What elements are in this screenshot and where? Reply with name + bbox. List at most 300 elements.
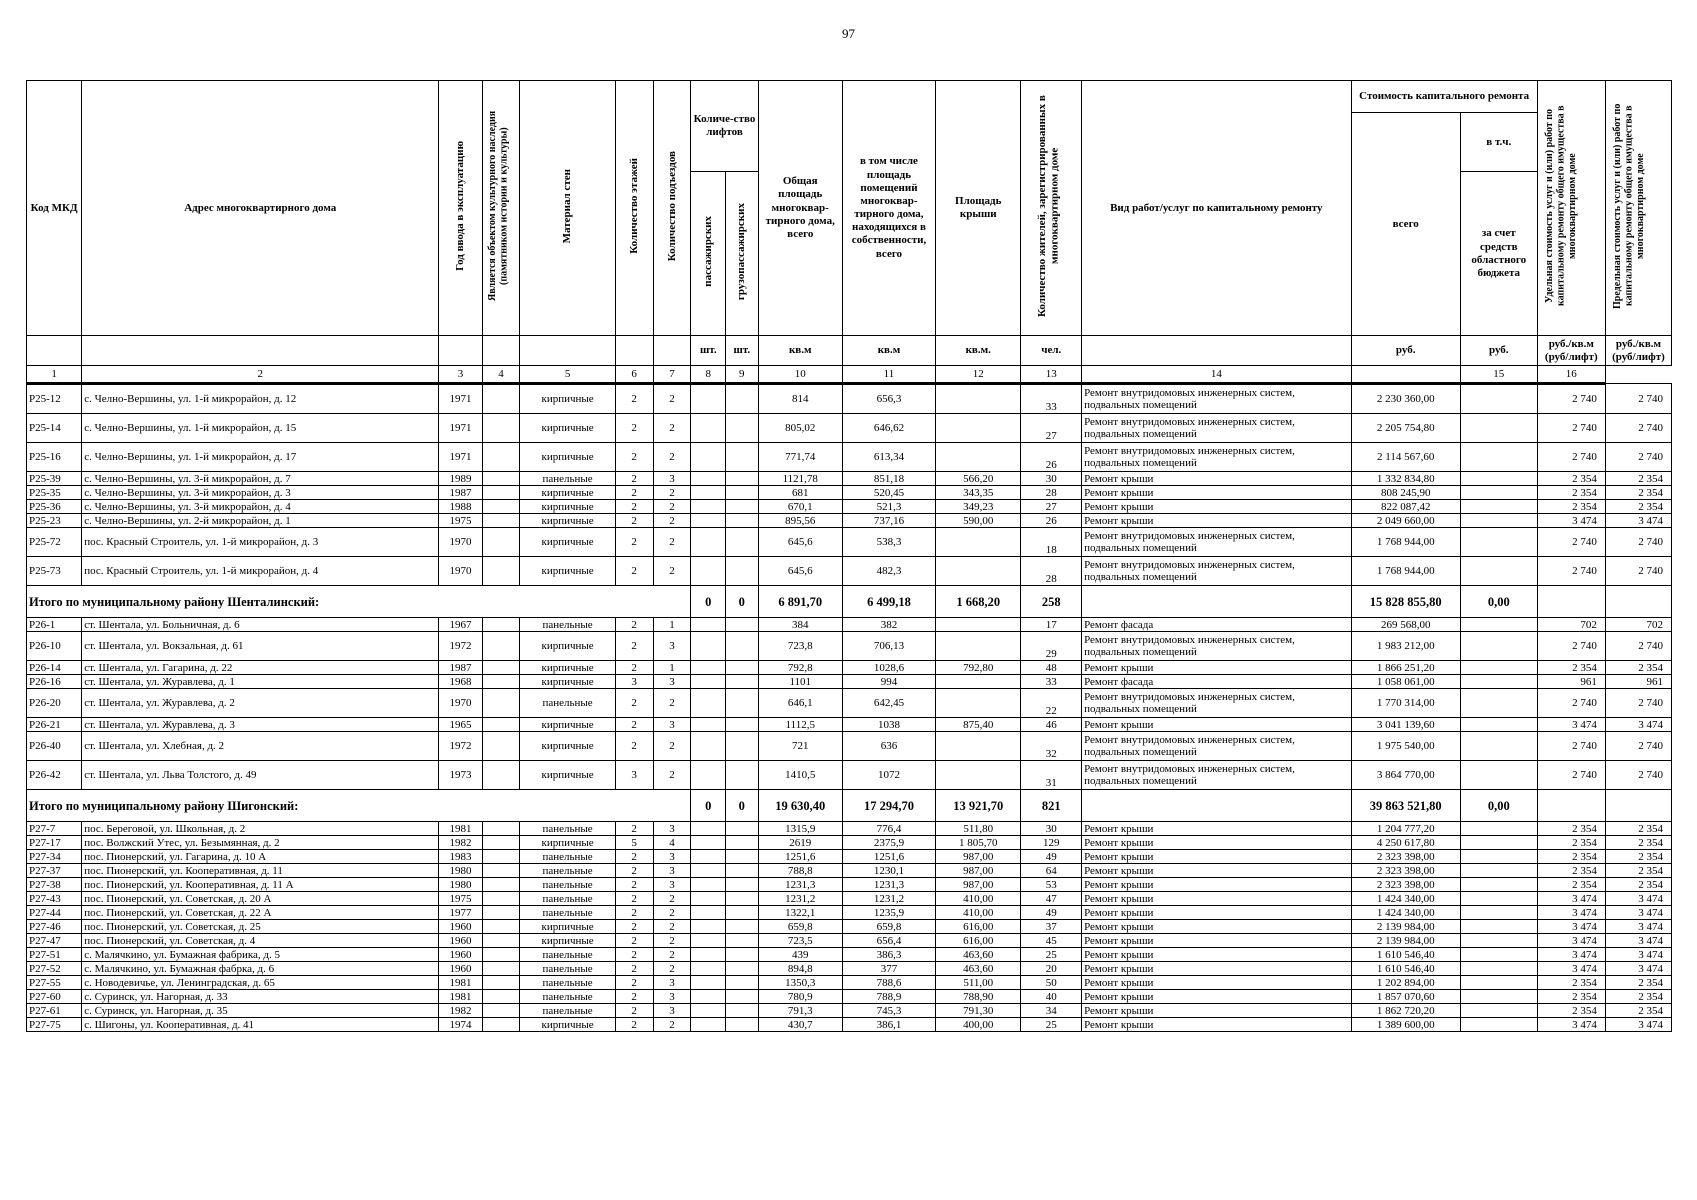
cell-work-type: Ремонт крыши (1082, 864, 1351, 878)
cell-unit-cost: 2 354 (1537, 822, 1605, 836)
cell-address: ст. Шентала, ул. Журавлева, д. 2 (82, 689, 439, 718)
table-row (27, 500, 1672, 514)
cell-code: Р27-17 (27, 836, 82, 850)
cell-cost-total: 3 041 139,60 (1351, 718, 1460, 732)
cell-owned-area: 482,3 (842, 557, 935, 586)
cell-cost-regional (1460, 632, 1537, 661)
cell-cost-total: 1 424 340,00 (1351, 906, 1460, 920)
cell-code: Р25-14 (27, 414, 82, 443)
unit-pcs: шт. (726, 336, 758, 366)
cell-cost-total: 2 230 360,00 (1351, 384, 1460, 414)
table-row (27, 1004, 1672, 1018)
total-unit-cost (1537, 790, 1605, 822)
cell-roof-area (936, 618, 1021, 632)
cell-total-area: 384 (758, 618, 842, 632)
cell-work-type: Ремонт внутридомовых инженерных систем, подвальных помещений (1082, 384, 1351, 414)
cell-entrances: 3 (653, 976, 691, 990)
cell-wall-material: кирпичные (520, 661, 615, 675)
cell-address: пос. Пионерский, ул. Советская, д. 20 А (82, 892, 439, 906)
cell-year: 1972 (439, 632, 482, 661)
cell-roof-area: 792,80 (936, 661, 1021, 675)
cell-floors: 5 (615, 836, 653, 850)
cell-entrances: 3 (653, 675, 691, 689)
cell-heritage (482, 934, 520, 948)
cell-total-area: 1121,78 (758, 472, 842, 486)
table-row (27, 892, 1672, 906)
cell-work-type: Ремонт крыши (1082, 661, 1351, 675)
cell-lifts-passenger (691, 557, 726, 586)
column-number: 1 (27, 366, 82, 384)
cell-lifts-cargo (726, 878, 758, 892)
cell-wall-material: панельные (520, 689, 615, 718)
cell-roof-area: 400,00 (936, 1018, 1021, 1032)
cell-work-type: Ремонт крыши (1082, 990, 1351, 1004)
column-number: 16 (1537, 366, 1605, 384)
cell-roof-area: 987,00 (936, 878, 1021, 892)
table-row (27, 514, 1672, 528)
cell-roof-area: 463,60 (936, 962, 1021, 976)
cell-floors: 3 (615, 675, 653, 689)
cell-cost-total: 1 332 834,80 (1351, 472, 1460, 486)
cell-floors: 2 (615, 990, 653, 1004)
cell-work-type: Ремонт крыши (1082, 906, 1351, 920)
total-roof-area: 1 668,20 (936, 586, 1021, 618)
cell-work-type: Ремонт внутридомовых инженерных систем, подвальных помещений (1082, 689, 1351, 718)
cell-residents: 27 (1021, 500, 1082, 514)
column-number: 2 (82, 366, 439, 384)
table-row (27, 864, 1672, 878)
cell-residents: 64 (1021, 864, 1082, 878)
cell-cost-regional (1460, 836, 1537, 850)
cell-lifts-passenger (691, 718, 726, 732)
cell-heritage (482, 822, 520, 836)
cell-cost-regional (1460, 384, 1537, 414)
cell-wall-material: панельные (520, 822, 615, 836)
cell-limit-cost: 3 474 (1605, 1018, 1671, 1032)
cell-roof-area: 410,00 (936, 906, 1021, 920)
cell-owned-area: 538,3 (842, 528, 935, 557)
cell-work-type: Ремонт крыши (1082, 976, 1351, 990)
cell-code: Р26-14 (27, 661, 82, 675)
cell-residents: 25 (1021, 1018, 1082, 1032)
table-row (27, 836, 1672, 850)
cell-residents: 48 (1021, 661, 1082, 675)
cell-limit-cost: 2 354 (1605, 878, 1671, 892)
cell-roof-area (936, 732, 1021, 761)
cell-lifts-cargo (726, 514, 758, 528)
cell-floors: 2 (615, 934, 653, 948)
cell-work-type: Ремонт внутридомовых инженерных систем, подвальных помещений (1082, 414, 1351, 443)
cell-cost-regional (1460, 934, 1537, 948)
cell-owned-area: 659,8 (842, 920, 935, 934)
cell-total-area: 792,8 (758, 661, 842, 675)
cell-floors: 2 (615, 557, 653, 586)
header-work-type: Вид работ/услуг по капитальному ремонту (1082, 81, 1351, 336)
cell-work-type: Ремонт внутридомовых инженерных систем, подвальных помещений (1082, 557, 1351, 586)
cell-total-area: 1112,5 (758, 718, 842, 732)
cell-code: Р26-42 (27, 761, 82, 790)
cell-cost-total: 1 857 070,60 (1351, 990, 1460, 1004)
total-cost-regional: 0,00 (1460, 790, 1537, 822)
cell-address: с. Шигоны, ул. Кооперативная, д. 41 (82, 1018, 439, 1032)
cell-floors: 2 (615, 718, 653, 732)
cell-heritage (482, 864, 520, 878)
cell-year: 1971 (439, 384, 482, 414)
cell-floors: 2 (615, 850, 653, 864)
cell-unit-cost: 3 474 (1537, 948, 1605, 962)
cell-work-type: Ремонт фасада (1082, 618, 1351, 632)
cell-lifts-passenger (691, 976, 726, 990)
cell-roof-area: 410,00 (936, 892, 1021, 906)
cell-lifts-cargo (726, 528, 758, 557)
cell-total-area: 791,3 (758, 1004, 842, 1018)
cell-lifts-passenger (691, 661, 726, 675)
cell-year: 1989 (439, 472, 482, 486)
cell-cost-total: 2 323 398,00 (1351, 850, 1460, 864)
cell-address: ст. Шентала, ул. Хлебная, д. 2 (82, 732, 439, 761)
cell-address: с. Челно-Вершины, ул. 3-й микрорайон, д. 7 (82, 472, 439, 486)
cell-code: Р26-16 (27, 675, 82, 689)
cell-code: Р27-46 (27, 920, 82, 934)
cell-heritage (482, 618, 520, 632)
cell-entrances: 3 (653, 850, 691, 864)
cell-lifts-cargo (726, 948, 758, 962)
total-total-area: 19 630,40 (758, 790, 842, 822)
cell-address: с. Суринск, ул. Нагорная, д. 35 (82, 1004, 439, 1018)
header-wall-material: Материал стен (520, 81, 615, 336)
cell-residents: 33 (1021, 384, 1082, 414)
cell-lifts-cargo (726, 689, 758, 718)
cell-wall-material: кирпичные (520, 500, 615, 514)
cell-address: ст. Шентала, ул. Больничная, д. 6 (82, 618, 439, 632)
cell-heritage (482, 878, 520, 892)
cell-address: ст. Шентала, ул. Гагарина, д. 22 (82, 661, 439, 675)
cell-code: Р27-55 (27, 976, 82, 990)
cell-unit-cost: 2 740 (1537, 528, 1605, 557)
cell-floors: 2 (615, 920, 653, 934)
cell-owned-area: 636 (842, 732, 935, 761)
cell-year: 1973 (439, 761, 482, 790)
cell-heritage (482, 1004, 520, 1018)
cell-residents: 31 (1021, 761, 1082, 790)
cell-cost-total: 822 087,42 (1351, 500, 1460, 514)
cell-floors: 2 (615, 732, 653, 761)
cell-owned-area: 386,3 (842, 948, 935, 962)
cell-cost-regional (1460, 528, 1537, 557)
cell-cost-total: 1 770 314,00 (1351, 689, 1460, 718)
cell-cost-total: 2 049 660,00 (1351, 514, 1460, 528)
cell-unit-cost: 3 474 (1537, 920, 1605, 934)
cell-entrances: 2 (653, 892, 691, 906)
cell-limit-cost: 2 740 (1605, 761, 1671, 790)
header-entrances: Количество подъездов (653, 81, 691, 336)
cell-floors: 2 (615, 384, 653, 414)
header-code: Код МКД (27, 81, 82, 336)
cell-address: пос. Красный Строитель, ул. 1-й микрорайон, д. 4 (82, 557, 439, 586)
column-number: 4 (482, 366, 520, 384)
cell-cost-total: 1 389 600,00 (1351, 1018, 1460, 1032)
table-row (27, 850, 1672, 864)
cell-code: Р26-20 (27, 689, 82, 718)
cell-heritage (482, 384, 520, 414)
cell-unit-cost: 2 740 (1537, 689, 1605, 718)
cell-residents: 29 (1021, 632, 1082, 661)
cell-total-area: 723,5 (758, 934, 842, 948)
cell-roof-area (936, 675, 1021, 689)
cell-total-area: 1322,1 (758, 906, 842, 920)
cell-roof-area: 875,40 (936, 718, 1021, 732)
cell-entrances: 2 (653, 934, 691, 948)
district-total-label: Итого по муниципальному району Шенталинский: (27, 586, 691, 618)
cell-cost-regional (1460, 892, 1537, 906)
cell-lifts-passenger (691, 632, 726, 661)
cell-cost-total: 2 323 398,00 (1351, 878, 1460, 892)
cell-code: Р27-7 (27, 822, 82, 836)
cell-cost-regional (1460, 514, 1537, 528)
cell-owned-area: 745,3 (842, 1004, 935, 1018)
cell-unit-cost: 3 474 (1537, 718, 1605, 732)
cell-total-area: 1251,6 (758, 850, 842, 864)
cell-limit-cost: 3 474 (1605, 906, 1671, 920)
cell-entrances: 2 (653, 557, 691, 586)
cell-floors: 2 (615, 976, 653, 990)
cell-address: ст. Шентала, ул. Журавлева, д. 1 (82, 675, 439, 689)
cell-total-area: 1101 (758, 675, 842, 689)
cell-unit-cost: 2 740 (1537, 632, 1605, 661)
cell-limit-cost: 2 354 (1605, 822, 1671, 836)
cell-owned-area: 386,1 (842, 1018, 935, 1032)
total-limit-cost (1605, 586, 1671, 618)
cell-unit-cost: 961 (1537, 675, 1605, 689)
cell-owned-area: 520,45 (842, 486, 935, 500)
cell-owned-area: 656,3 (842, 384, 935, 414)
cell-lifts-passenger (691, 500, 726, 514)
cell-unit-cost: 3 474 (1537, 934, 1605, 948)
cell-limit-cost: 3 474 (1605, 892, 1671, 906)
total-unit-cost (1537, 586, 1605, 618)
cell-roof-area: 343,35 (936, 486, 1021, 500)
cell-lifts-cargo (726, 1018, 758, 1032)
cell-unit-cost: 2 354 (1537, 486, 1605, 500)
cell-unit-cost: 2 354 (1537, 472, 1605, 486)
cell-heritage (482, 892, 520, 906)
cell-address: пос. Пионерский, ул. Кооперативная, д. 11 (82, 864, 439, 878)
cell-year: 1983 (439, 850, 482, 864)
cell-owned-area: 1231,3 (842, 878, 935, 892)
cell-address: пос. Пионерский, ул. Советская, д. 22 А (82, 906, 439, 920)
cell-address: пос. Волжский Утес, ул. Безымянная, д. 2 (82, 836, 439, 850)
unit-sqm: кв.м (758, 336, 842, 366)
cell-wall-material: панельные (520, 618, 615, 632)
cell-residents: 46 (1021, 718, 1082, 732)
cell-entrances: 3 (653, 1004, 691, 1018)
cell-cost-total: 2 114 567,60 (1351, 443, 1460, 472)
cell-lifts-passenger (691, 892, 726, 906)
cell-entrances: 2 (653, 443, 691, 472)
cell-heritage (482, 732, 520, 761)
cell-total-area: 659,8 (758, 920, 842, 934)
cell-lifts-passenger (691, 878, 726, 892)
cell-floors: 2 (615, 689, 653, 718)
cell-lifts-cargo (726, 822, 758, 836)
cell-residents: 34 (1021, 1004, 1082, 1018)
district-total-row (27, 790, 1672, 822)
cell-floors: 2 (615, 892, 653, 906)
column-number: 5 (520, 366, 615, 384)
cell-work-type: Ремонт внутридомовых инженерных систем, подвальных помещений (1082, 632, 1351, 661)
cell-address: с. Челно-Вершины, ул. 2-й микрорайон, д. 1 (82, 514, 439, 528)
cell-year: 1981 (439, 976, 482, 990)
cell-heritage (482, 836, 520, 850)
cell-address: ст. Шентала, ул. Вокзальная, д. 61 (82, 632, 439, 661)
cell-unit-cost: 2 740 (1537, 732, 1605, 761)
cell-owned-area: 1072 (842, 761, 935, 790)
cell-address: пос. Береговой, ул. Школьная, д. 2 (82, 822, 439, 836)
table-row (27, 557, 1672, 586)
cell-heritage (482, 632, 520, 661)
cell-cost-total: 1 983 212,00 (1351, 632, 1460, 661)
cell-cost-regional (1460, 878, 1537, 892)
cell-cost-regional (1460, 661, 1537, 675)
cell-heritage (482, 675, 520, 689)
cell-lifts-cargo (726, 864, 758, 878)
header-lifts-cargo: грузопассажирских (726, 172, 758, 336)
total-residents: 258 (1021, 586, 1082, 618)
total-cost-total: 39 863 521,80 (1351, 790, 1460, 822)
cell-unit-cost: 2 740 (1537, 384, 1605, 414)
cell-residents: 20 (1021, 962, 1082, 976)
cell-total-area: 1350,3 (758, 976, 842, 990)
cell-cost-total: 1 610 546,40 (1351, 962, 1460, 976)
cell-roof-area (936, 528, 1021, 557)
cell-address: ст. Шентала, ул. Журавлева, д. 3 (82, 718, 439, 732)
cell-limit-cost: 2 740 (1605, 632, 1671, 661)
cell-heritage (482, 689, 520, 718)
cell-work-type: Ремонт внутридомовых инженерных систем, подвальных помещений (1082, 443, 1351, 472)
cell-wall-material: панельные (520, 864, 615, 878)
cell-lifts-passenger (691, 906, 726, 920)
cell-floors: 2 (615, 878, 653, 892)
cell-roof-area (936, 557, 1021, 586)
cell-unit-cost: 2 354 (1537, 878, 1605, 892)
cell-lifts-passenger (691, 486, 726, 500)
cell-cost-total: 1 862 720,20 (1351, 1004, 1460, 1018)
table-row (27, 661, 1672, 675)
total-lifts-cargo: 0 (726, 586, 758, 618)
cell-limit-cost: 2 354 (1605, 1004, 1671, 1018)
cell-lifts-cargo (726, 500, 758, 514)
cell-address: с. Челно-Вершины, ул. 1-й микрорайон, д. 17 (82, 443, 439, 472)
cell-roof-area: 349,23 (936, 500, 1021, 514)
cell-floors: 2 (615, 661, 653, 675)
cell-roof-area: 463,60 (936, 948, 1021, 962)
table-row (27, 976, 1672, 990)
cell-lifts-cargo (726, 718, 758, 732)
cell-total-area: 894,8 (758, 962, 842, 976)
cell-residents: 47 (1021, 892, 1082, 906)
cell-lifts-cargo (726, 486, 758, 500)
cell-address: пос. Красный Строитель, ул. 1-й микрорайон, д. 3 (82, 528, 439, 557)
cell-unit-cost: 3 474 (1537, 906, 1605, 920)
cell-code: Р25-35 (27, 486, 82, 500)
header-limit-cost: Предельная стоимость услуг и (или) работ по капитальному ремонту общего имущества в многоквартирном доме (1605, 81, 1671, 336)
cell-lifts-cargo (726, 836, 758, 850)
cell-limit-cost: 2 740 (1605, 689, 1671, 718)
cell-cost-regional (1460, 472, 1537, 486)
cell-limit-cost: 2 740 (1605, 528, 1671, 557)
header-owned-area: в том числе площадь помещений многоквар-тирного дома, находящихся в собственности, всего (842, 81, 935, 336)
cell-lifts-passenger (691, 934, 726, 948)
cell-roof-area (936, 689, 1021, 718)
cell-work-type: Ремонт внутридомовых инженерных систем, подвальных помещений (1082, 732, 1351, 761)
cell-cost-total: 1 424 340,00 (1351, 892, 1460, 906)
cell-total-area: 2619 (758, 836, 842, 850)
cell-limit-cost: 2 354 (1605, 661, 1671, 675)
cell-wall-material: панельные (520, 948, 615, 962)
total-lifts-passenger: 0 (691, 790, 726, 822)
cell-limit-cost: 2 354 (1605, 990, 1671, 1004)
unit-people: чел. (1021, 336, 1082, 366)
cell-cost-total: 1 610 546,40 (1351, 948, 1460, 962)
cell-unit-cost: 2 354 (1537, 990, 1605, 1004)
cell-wall-material: панельные (520, 1004, 615, 1018)
cell-total-area: 681 (758, 486, 842, 500)
cell-roof-area: 987,00 (936, 864, 1021, 878)
cell-entrances: 3 (653, 472, 691, 486)
cell-cost-total: 808 245,90 (1351, 486, 1460, 500)
cell-heritage (482, 920, 520, 934)
cell-year: 1975 (439, 892, 482, 906)
cell-entrances: 3 (653, 878, 691, 892)
cell-heritage (482, 1018, 520, 1032)
cell-owned-area: 1231,2 (842, 892, 935, 906)
table-row (27, 472, 1672, 486)
cell-total-area: 771,74 (758, 443, 842, 472)
cell-cost-regional (1460, 500, 1537, 514)
cell-lifts-passenger (691, 948, 726, 962)
cell-heritage (482, 906, 520, 920)
table-row (27, 718, 1672, 732)
cell-code: Р26-40 (27, 732, 82, 761)
total-residents: 821 (1021, 790, 1082, 822)
cell-cost-total: 1 768 944,00 (1351, 557, 1460, 586)
cell-lifts-passenger (691, 514, 726, 528)
cell-lifts-cargo (726, 990, 758, 1004)
table-row (27, 443, 1672, 472)
cell-limit-cost: 2 740 (1605, 384, 1671, 414)
cell-unit-cost: 2 354 (1537, 976, 1605, 990)
cell-year: 1987 (439, 486, 482, 500)
cell-roof-area: 566,20 (936, 472, 1021, 486)
cell-heritage (482, 962, 520, 976)
cell-wall-material: панельные (520, 472, 615, 486)
header-floors: Количество этажей (615, 81, 653, 336)
cell-entrances: 2 (653, 514, 691, 528)
cell-address: пос. Пионерский, ул. Советская, д. 4 (82, 934, 439, 948)
cell-roof-area (936, 761, 1021, 790)
cell-wall-material: кирпичные (520, 414, 615, 443)
cell-address: с. Суринск, ул. Нагорная, д. 33 (82, 990, 439, 1004)
cell-heritage (482, 718, 520, 732)
header-cost-regional: за счет средств областного бюджета (1460, 172, 1537, 336)
cell-code: Р25-36 (27, 500, 82, 514)
cell-owned-area: 377 (842, 962, 935, 976)
cell-wall-material: кирпичные (520, 718, 615, 732)
header-year: Год ввода в эксплуатацию (439, 81, 482, 336)
cell-residents: 28 (1021, 486, 1082, 500)
cell-entrances: 2 (653, 689, 691, 718)
unit-rub: руб. (1351, 336, 1460, 366)
